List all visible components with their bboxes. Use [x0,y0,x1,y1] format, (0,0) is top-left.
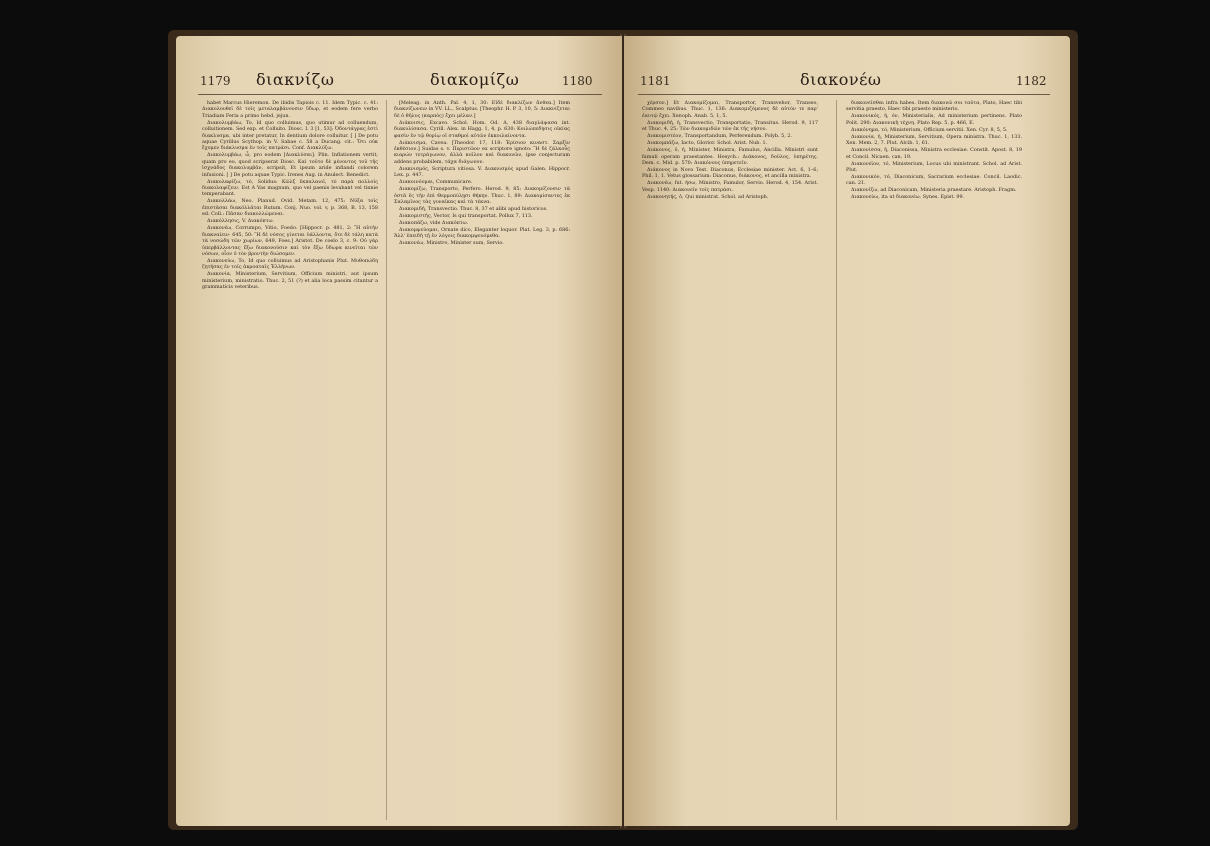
dictionary-entry: Διακονεύω, ita ut διακονέω. Synes. Epist. 99. [851,194,965,201]
dictionary-entry: Διακομιστέον, Transportandum, Perferendum. Polyb. 5, 2. [647,133,793,140]
dictionary-entry: Διακομιδή, ἡ, Transvectio, Transportatio, Transitus. Herod. 9, 117 et Thuc. 4, 25: Τῶν διακομιδῶν τῶν ἐκ τῆς νήσου. [642,119,818,133]
dictionary-entry: Διακόνημα, τό, Ministerium, Officium servitii. Xen. Cyr. 8, 5, 5. [851,126,1008,133]
dictionary-entry: Διάκονος, ὁ, ἡ, Minister, Ministra, Famulus, Ancilla. Ministri sunt famuli operam praestantes. Hesych.: Διάκονος, δοῦλος, ὑπηρέτης. Dem. c. Mid. p. 570: Διακόνους ὑπηρετεῖν. [642,147,818,167]
dictionary-entry: Διακονία, Ministerium, Servitium, Officium ministri, aut ipsum ministerium, ministratio. Thuc. 2, 51 (?) et alia loca passim citantur a grammaticis veteribus. [202,271,378,291]
dictionary-entry: Διάκνισμα, Cavea. [Theodor. 17, 118: Ἐρίσιον κιναστ. Σαρξὶν ἐκθέσιον.] Suidas s. v. Περιστῶον ex scriptore ignoto: Ἢ δὲ ζάλκοὖς κιαρών τετράγωνον, ἀλλὰ κοῖλον καὶ διακυνῶν, ipse conjecturam addens probabilem, τάχα διάγωνον. [394,139,570,165]
dictionary-entry: [Meleag. in Anth. Pal. 4, 1, 30: Εἰδὲ διακλίζων ἄνθεα.] Item διακνίζωνειν in VV. LL., Scalptus. [Theophr. H. P. 3, 10, 5: Διακνίζεται δὲ ὁ θῆλυς (καρπὸς) ἔχει μέλαν.] [394,100,570,119]
dictionary-entry: Διάκνισις, Excavo. Schol. Hom. Od. Δ, 438 διαγλάψασα int. διακυλίσασα. Cyrill. Alex. in Hagg. 1, 4, p. 630: Κοιλώπεδησις οἰκίας φασὶν ἐν τῷ θορίῳ οἱ σταθμοὶ αὐτῶν ἐκκοιλαίνοντα. [394,119,570,139]
right-page-column-2 [846,100,1022,820]
dictionary-entry: Διακόλλησις, V. Διακόπτω. [207,218,274,225]
dictionary-entry: Διακονεῖον, τό, Ministerium, Locus ubi ministrant. Schol. ad Arist. Plut. [846,160,1022,174]
page-number-left: 1181 [640,74,671,88]
dictionary-entry: Διακομπάζω, Iacto, Glorior. Schol. Arist. Nub. 1. [647,140,768,147]
dictionary-entry: habet Marcus Hieremon. De ibidis Tapiois c. 11. Idem Typic. c. 41: Διακολουθεῖ δὲ τοῖς μεταλαμβάνουσιν ὕδωρ, et eodem fere verbo Triadiam Feria a primo hebd. jejun. [202,100,378,119]
left-page [176,36,622,826]
dictionary-entry: Διακονικόν, τό, Diaconicum, Sacrarium ecclesiae. Concil. Laodic. can. 21. [846,174,1022,187]
page-number-left: 1179 [200,74,231,88]
dictionary-entry: Διακονίσσα, ἡ, Diaconissa, Ministra ecclesiae. Constit. Apost. 8, 19 et Concil. Nicaen. can. 19. [846,147,1022,160]
dictionary-entry: Διακονητής, ὁ, Qui ministrat. Schol. ad Aristoph. [647,193,769,200]
dictionary-entry: Διακονία, ἡ, Ministerium, Servitium, Opera ministra. Thuc. 1, 133. Xen. Mem. 2, 7. Plut. Alcib. 1, 61. [846,133,1022,147]
page-number-right: 1182 [1016,74,1047,88]
dictionary-entry: Διακονεύω, To, Id quo colluimus ad Aristophanis Plut. Μυθοπώδη ζητήσας ἐν τοῖς ἀκροαταῖς Ἑλλήνων. [202,257,378,271]
column-separator [836,100,837,820]
header-rule [638,94,1050,95]
book-spread [168,30,1078,830]
dictionary-entry: Διακολαφίζω, τό, Solidus: Κῶλξ ἐκπαλαιοῖ, τὸ παρὰ πολλοῖς διακολαφίζειν. Est A Vas magnum, quo vel paenis levabant vel tinnie temperabant. [202,178,378,198]
running-head-left: διακνίζω [256,70,335,89]
dictionary-entry: Διακοπάζω, vide Διακόπτω. [399,220,469,227]
dictionary-entry: Διακονέω, fut. ήσω, Ministro, Famulor, Servio. Herod. 4, 154. Arist. Vesp. 1140: Διακονεῖν τοῖς πατράσι. [642,180,818,193]
dictionary-entry: Διακολλάω, Neo. Planud. Ovid. Metam. 12, 475: Νῦξα τοῖς ἐπιστᾶσαι διακόλλᾶται Rutum. Conj. Nuo. vol. v, p. 368, B. 13, 158 ed. Coll.: Πᾶσαν διακολλώμεναι. [202,198,378,218]
dictionary-entry: Διάκονος in Novo Test. Diaconus, Ecclesiae minister. Act. 6, 1–6; Phil. 1, 1. Vetus glossarium: Diaconus, διάκονος, et ancilla ministra. [642,167,818,180]
dictionary-entry: Διακονέω, Ministro, Minister sum, Servio. [399,240,504,247]
dictionary-entry: διακονεῖσθαι infra habes. Item διακονῶ σοι ταῦτα, Plato, Haec tibi servitia praesto, Haec tibi praesto ministerio. [846,100,1022,113]
dictionary-entry: Διακοινόομαι, Communicare. [399,179,473,186]
dictionary-entry: χέρσον.] Et Διακομίζομαι, Transportor, Transvehor, Transeo, Commeo navibus. Thuc. 1, 136: Διακομιζόμενος δὲ αὐτόν τε παρ' ἑαυτῷ ἔχει. Xenoph. Anab. 5, 1, 5. [642,100,818,119]
left-page-column-2 [394,100,570,820]
page-number-right: 1180 [562,74,593,88]
running-head-center: διακονέω [800,70,882,89]
dictionary-entry: Διακονικός, ή, όν, Ministerialis, Ad ministerium pertinens. Plato Polit. 290: Διακονικὴ τέχνη. Plato Rep. 5, p. 466, E. [846,113,1022,126]
header-rule [198,94,602,95]
right-page-header [624,70,1070,92]
column-separator [386,100,387,820]
dictionary-entry: Διακονέω, Corrumpo, Vitio, Foedo. [Hippocr. p. 481, 2: Ἢ αὐτὴν διακναίειν· 645, 50: Ἢ δὲ νόσος γίνεται ὑάλλοντα, ὅτε δὲ τάλη κατὰ τὰ νοσώδη τῶν χωρίων, 649, Foes.] Aristot. De coelo 3, c. 9: Οὐ γὰρ ὑπερβάλλοντας ἔξω διακονοῦσιν καὶ τὸν ἔξω ὕδωρα κινεῖται τῶν νόσων, οἷον ὁ τὸν βροντὴν διώσομεν. [202,225,378,257]
left-page-column-1 [202,100,378,820]
dictionary-entry: Διακολυμβάω, ὦ, pro eodem [Διακλύσαι]. Plin. Inflationem vertit, quam pro eo, quod scripserat Diosc. Καὶ τοῦτο δὲ μένοντος τοῦ τῆς ἰσχνάδος διακολυμβᾶν, scripsit, Et ipsum aride inflandi colorem infusioni. [ ] De potu aquae Typic. Irenes Aug. in Anulect. Benedict. [202,152,378,178]
dictionary-entry: Διακνισμός, Scriptura vitiosa. V. Διακνισμὸς apud Galen. Hippocr. Lex. p. 447. [394,165,570,179]
dictionary-entry: Διακονίζω, ad Diaconicam, Ministeria praestare. Aristoph. Fragm. [851,187,1017,194]
dictionary-entry: Διακομίζω, Transporto, Perfero. Herod. 9, 85: Διακομίζουσιν τὰ ὀστᾶ ἐς τὴν ἐπὶ Θερμοπύλῃσι θήκην. Thuc. 1, 89: Διακομίσαντες ἐκ Σαλαμῖνος τὰς γυναῖκας καὶ τὰ τέκνα. [394,186,570,206]
running-head-right: διακομίζω [430,70,520,89]
dictionary-entry: Διακολυμβάω, To, Id quo colluimus, quo utimur ad colluendum, colluitionem. Sed exp. et Colluito. Diosc. I. 3 [1, 53]: Ὀδοντάγρας ἐστὶ διακλυσμα, ubi inter pretatur, In dentium dolore colluitur. [ ] De potu aquae Cyrillus Scythop. in V. Sabae c. 58 a Ducang. cit.: Ὅτι οὐκ ἔχομεν διάκλυσμα ἐν τοῖς πατράσι. Conf. Διακλύζω. [202,119,378,152]
dictionary-entry: Διακομιστής, Vector, Is qui transportat. Pollux 7, 113. [399,213,533,220]
dictionary-entry: Διακομψεύομαι, Ornate dico, Eleganter loquor. Plat. Leg. 3, p. 686: Ἀλλ' ἐπειδὴ τῇ ἐν λόγοις διακομψευόμεθα. [394,227,570,240]
right-page [624,36,1070,826]
dictionary-entry: Διακομιδή, Transvectio. Thuc. 8, 37 et alibi apud historicos. [399,206,548,213]
left-page-header [176,70,622,92]
right-page-column-1 [642,100,818,820]
